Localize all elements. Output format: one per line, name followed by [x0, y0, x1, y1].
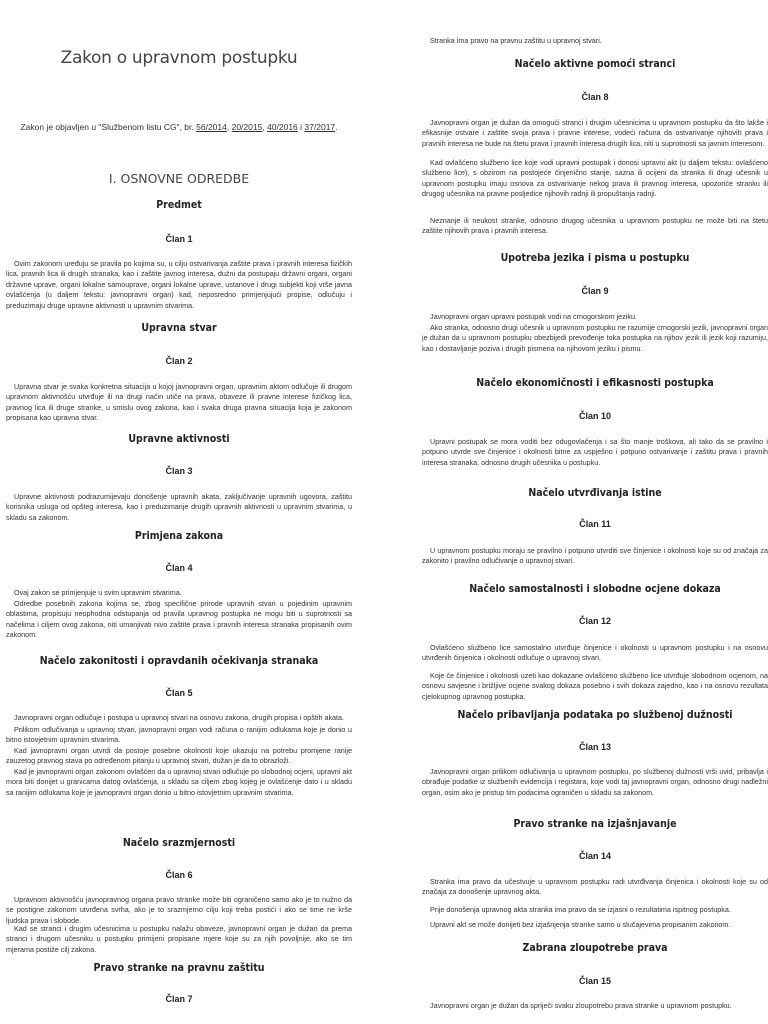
article-number: Član 14: [578, 851, 611, 861]
section-heading: Načelo srazmjernosti: [122, 837, 236, 849]
article-paragraph: Stranka ima pravo da učestvuje u upravnom postupku radi utvrđivanja činjenica i okolnosti koje su od značaja za donošenje upravnog akta.: [422, 877, 768, 897]
gazette-link-4[interactable]: 37/2017: [304, 122, 336, 132]
section-heading: Načelo utvrđivanja istine: [528, 487, 662, 499]
section-heading: Pravo stranke na pravnu zaštitu: [93, 962, 265, 974]
article-number: Član 9: [581, 286, 609, 296]
article-paragraph: Kad ovlašćeno službeno lice koje vodi upravni postupak i donosi upravni akt (u daljem tekstu: ovlašćeno službeno lice), s obzirom na postojeće činjenično stanje, sazna ili ocijeni da stranka ili drugi učesnik u upravnom postupku imaju osnova za ostvarivanje nekog prava ili pravnog interesa, upozoriće stranku ili drugog učesnika na pravne posljedice njihovih radnji ili propuštanja radnji.: [422, 158, 768, 199]
article-paragraph: Javnopravni organ prilikom odlučivanja u upravnom postupku, po službenoj dužnosti vrši uvid, pribavlja i obrađuje podatke iz službenih evidencija i registara, koje vodi taj javnopravni organ, odnosno drugi nadležni organ, osim ako je pristup tim podacima ograničen u skladu sa zakonom.: [422, 767, 768, 797]
publication-suffix: .: [335, 122, 338, 132]
article-paragraph: Ovaj zakon se primjenjuje u svim upravnim stvarima.: [14, 588, 182, 597]
article-number: Član 8: [581, 92, 609, 102]
article-paragraph: Kad javnopravni organ utvrdi da postoje posebne okolnosti koje ukazuju na potrebu promjene ranije zauzetog pravnog stava po određenom pitanju u upravnoj stvari, dužan je da to obrazloži.: [6, 746, 352, 766]
article-number: Član 12: [578, 616, 611, 626]
article-paragraph: Prilikom odlučivanja u upravnoj stvari, javnopravni organ vodi računa o ranijim odlukama koje je donio u bitno istovjetnim upravnim stvarima.: [6, 725, 352, 745]
article-paragraph: Prije donošenja upravnog akta stranka ima pravo da se izjasni o rezultatima ispitnog postupka.: [430, 905, 731, 914]
article-number: Član 7: [165, 994, 193, 1004]
section-heading: Načelo zakonitosti i opravdanih očekivanja stranaka: [39, 655, 319, 667]
article-paragraph: Upravne aktivnosti podrazumijevaju donošenje upravnih akata, zaključivanje upravnih ugovora, zaštitu korisnika usluga od opšteg interesa, kao i preduzimanje drugih upravnih aktivnosti u upravnim stvarima, u skladu sa zakonom.: [6, 492, 352, 522]
section-heading: Upravne aktivnosti: [128, 433, 230, 445]
publication-line: [6, 122, 352, 132]
section-heading: Upotreba jezika i pisma u postupku: [500, 252, 690, 264]
article-number: Član 13: [578, 742, 611, 752]
section-heading: Predmet: [156, 199, 202, 211]
article-paragraph: Ovlašćeno službeno lice samostalno utvrđuje činjenice i okolnosti u upravnom postupku i na osnovu utvrđenih činjenica i okolnosti odlučuje o upravnoj stvari.: [422, 643, 768, 663]
gazette-link-2[interactable]: 20/2015: [231, 122, 263, 132]
section-heading: Upravna stvar: [141, 322, 217, 334]
publication-separator: ,: [262, 122, 268, 132]
publication-separator: ,: [226, 122, 232, 132]
article-paragraph: Javnopravni organ upravni postupak vodi na crnogorskom jeziku.: [430, 312, 637, 321]
article-paragraph: Javnopravni organ je dužan da spriječi svaku zloupotrebu prava stranke u upravnom postupku.: [430, 1001, 732, 1010]
article-number: Član 3: [165, 466, 193, 476]
article-paragraph: Upravni akt se može donijeti bez izjašnjenja stranke samo u slučajevima propisanim zakonom.: [430, 920, 731, 929]
article-paragraph: Upravni postupak se mora voditi bez odugovlačenja i sa što manje troškova, ali tako da se pravilno i potpuno utvrde sve činjenice i okolnosti bitne za uspješno i potpuno ostvarivanje i zaštitu prava i pravnih interesa stranaka, odnosno drugih učesnika u postupku.: [422, 437, 768, 467]
article-paragraph: Javnopravni organ je dužan da omogući stranci i drugim učesnicima u upravnom postupku da što lakše i efikasnije ostvare i zaštite svoja prava i pravne interese, vodeći računa da ostvarivanje njihovih prava i pravnih interesa ne bude na štetu prava i pravnih interesa drugih lica, niti u suprotnosti sa javnim interesom.: [422, 118, 768, 148]
article-number: Član 6: [165, 870, 193, 880]
article-paragraph: Kad je javnopravni organ zakonom ovlašćen da u upravnoj stvari odlučuje po slobodnoj ocjeni, upravni akt mora biti donijet u granicama datog ovlašćenja, u skladu sa ciljem zbog kojeg je ovlašćenje dato i u skladu sa ranijim odlukama koje je javnopravni organ donio u bitno istovjetnim upravnim stvarima.: [6, 767, 352, 797]
article-paragraph: Javnopravni organ odlučuje i postupa u upravnoj stvari na osnovu zakona, drugih propisa i opštih akata.: [14, 713, 345, 722]
article-paragraph: U upravnom postupku moraju se pravilno i potpuno utvrditi sve činjenice i okolnosti koje su od značaja za zakonito i pravilno odlučivanje o upravnoj stvari.: [422, 546, 768, 566]
part-title: I. OSNOVNE ODREDBE: [108, 171, 250, 186]
article-paragraph: Stranka ima pravo na pravnu zaštitu u upravnoj stvari.: [430, 36, 602, 45]
document-title: Zakon o upravnom postupku: [60, 48, 298, 68]
article-number: Član 1: [165, 234, 193, 244]
gazette-link-3[interactable]: 40/2016: [267, 122, 298, 132]
article-paragraph: Kad se stranci i drugim učesnicima u postupku nalažu obaveze, javnopravni organ je dužan da prema stranci i drugom učesniku u postupku primijeni propisane mjere koje su za njih povoljnije, ako se tim mjerama postiže cilj zakona.: [6, 924, 352, 954]
section-heading: Načelo ekonomičnosti i efikasnosti postupka: [476, 377, 714, 389]
article-number: Član 5: [165, 688, 193, 698]
article-paragraph: Odredbe posebnih zakona kojima se, zbog specifične prirode upravnih stvari u pojedinim upravnim oblastima, propisuju neophodna odstupanja od pravila upravnog postupka ne mogu biti u suprotnosti sa načelima i ciljem ovog zakona, niti umanjivati nivo zaštite prava i pravnih interesa stranaka propisanih ovim zakonom.: [6, 599, 352, 640]
article-paragraph: Koje će činjenice i okolnosti uzeti kao dokazane ovlašćeno službeno lice utvrđuje slobodnom ocjenom, na osnovu savjesne i brižljive ocjene svakog dokaza posebno i svih dokaza zajedno, kao i na osnovu rezultata cjelokupnog upravnog postupka.: [422, 671, 768, 701]
section-heading: Načelo aktivne pomoći stranci: [514, 58, 676, 70]
publication-separator: i: [297, 122, 305, 132]
section-heading: Pravo stranke na izjašnjavanje: [513, 818, 677, 830]
section-heading: Zabrana zloupotrebe prava: [522, 942, 668, 954]
article-number: Član 10: [578, 411, 611, 421]
article-number: Član 11: [579, 519, 611, 529]
article-paragraph: Ako stranka, odnosno drugi učesnik u upravnom postupku ne razumije crnogorski jezik, javnopravni organ je dužan da u upravnom postupku obezbijedi prevođenje toka postupka na njihov jezik ili jezik koji razumiju, kao i dostavljanje poziva i drugih pismena na njihovom jeziku i pismu.: [422, 323, 768, 353]
article-number: Član 4: [165, 563, 193, 573]
article-number: Član 15: [578, 976, 611, 986]
section-heading: Načelo pribavljanja podataka po službenoj dužnosti: [457, 709, 733, 721]
publication-prefix: Zakon je objavljen u "Službenom listu CG", br.: [20, 122, 197, 132]
article-paragraph: Neznanje ili neukost stranke, odnosno drugog učesnika u upravnom postupku ne može biti na štetu zaštite njihovih prava i pravnih interesa.: [422, 216, 768, 236]
article-paragraph: Ovim zakonom uređuju se pravila po kojima su, u cilju ostvarivanja zaštite prava i pravnih interesa fizičkih lica, pravnih lica ili drugih stranaka, kao i zaštite javnog interesa, dužni da postupaju državni organi, organi državne uprave, organi lokalne samouprave, organi lokalne uprave, ustanove i drugi subjekti koji vrše javna ovlašćenja (u daljem tekstu: javnopravni organ) kad, neposredno primjenjujući propise, odlučuju i preduzimaju druge upravne aktivnosti u upravnim stvarima.: [6, 259, 352, 310]
section-heading: Primjena zakona: [134, 530, 224, 542]
article-number: Član 2: [165, 356, 193, 366]
gazette-link-1[interactable]: 56/2014: [196, 122, 227, 132]
article-paragraph: Upravna stvar je svaka konkretna situacija u kojoj javnopravni organ, upravnim aktom odlučuje ili drugom upravnom aktivnošću utvrđuje ili na drugi način utiče na prava, obaveze ili pravne interese fizičkog lica, pravnog lica ili druge stranke, u smislu ovog zakona, kao i svaka druga pravna situacija koja je zakonom propisana kao upravna stvar.: [6, 382, 352, 423]
article-paragraph: Upravnom aktivnošću javnopravnog organa pravo stranke može biti ograničeno samo ako je to nužno da se postigne zakonom utvrđena svrha, ako je to srazmjerno cilju koji treba postići i ako se time ne krše ljudska prava i slobode.: [6, 895, 352, 925]
section-heading: Načelo samostalnosti i slobodne ocjene dokaza: [469, 583, 721, 595]
